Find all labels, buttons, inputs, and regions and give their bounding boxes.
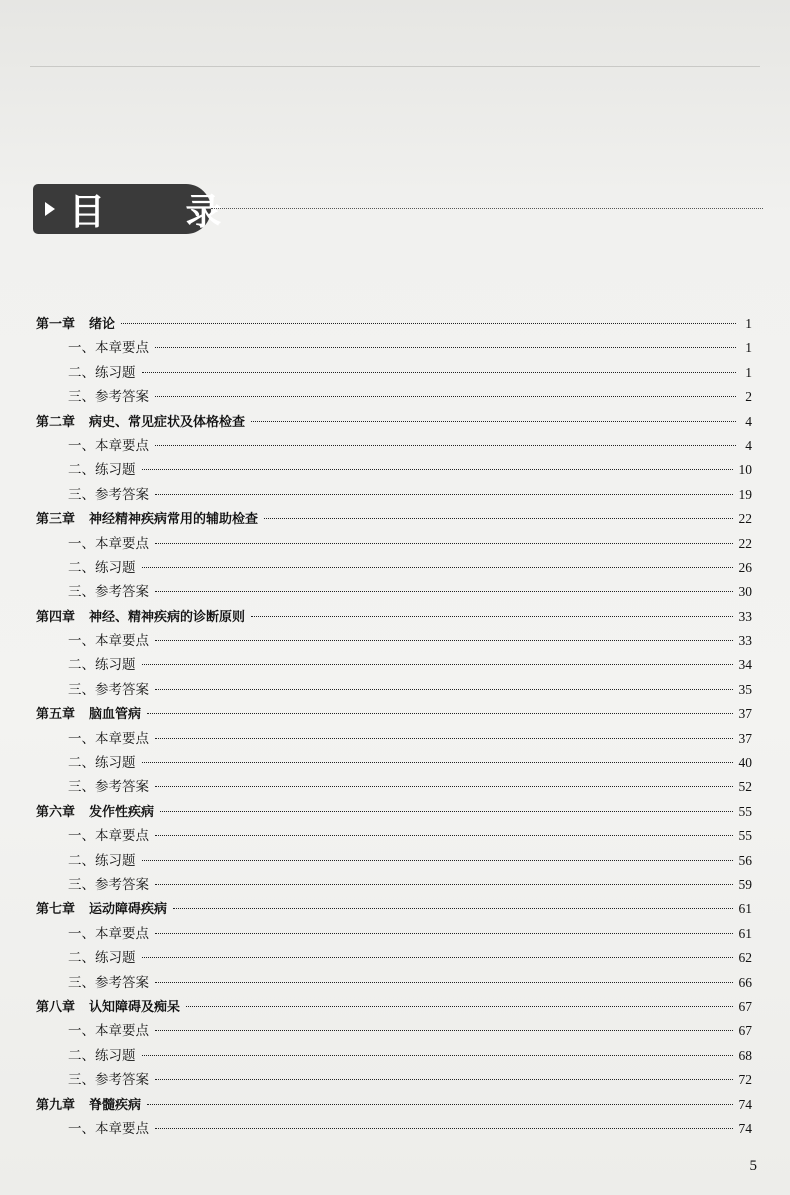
toc-entry-label [36, 971, 149, 995]
toc-entry-label [36, 824, 149, 848]
toc-entry-label [36, 508, 258, 532]
toc-section-entry [36, 775, 752, 799]
toc-chapter-entry [36, 1093, 752, 1117]
toc-entry-page: 62 [738, 950, 752, 966]
chapter-number: 第三章 [36, 512, 76, 528]
toc-entry-title: 二、练习题 [68, 559, 136, 576]
toc-entry-page: 22 [738, 511, 752, 527]
chapter-number: 第七章 [36, 902, 76, 918]
chapter-number: 第六章 [36, 804, 76, 820]
toc-entry-title: 一、本章要点 [68, 1023, 149, 1040]
toc-entry-title: 三、参考答案 [68, 681, 149, 698]
toc-entry-page: 33 [738, 608, 752, 624]
toc-entry-title: 一、本章要点 [68, 1120, 149, 1137]
toc-entry-label [36, 653, 136, 677]
dot-leader [147, 1104, 732, 1105]
toc-entry-label [36, 411, 245, 435]
toc-entry-title: 二、练习题 [68, 950, 136, 967]
toc-entry-title: 三、参考答案 [68, 584, 149, 601]
heading-dotted-rule [211, 208, 763, 209]
toc-chapter-entry [36, 605, 752, 629]
toc-entry-page: 35 [738, 681, 752, 697]
toc-entry-title: 神经、精神疾病的诊断原则 [89, 609, 246, 625]
toc-chapter-entry [36, 702, 752, 726]
toc-entry-title: 二、练习题 [68, 755, 136, 772]
toc-section-entry [36, 946, 752, 970]
toc-entry-page: 1 [745, 316, 752, 331]
toc-section-entry [36, 629, 752, 653]
toc-entry-title: 绪论 [89, 317, 116, 332]
toc-entry-title: 三、参考答案 [68, 389, 149, 406]
toc-entry-page: 26 [738, 559, 752, 575]
toc-entry-label [36, 483, 149, 507]
toc-entry-label [36, 434, 149, 458]
toc-heading-banner [33, 184, 256, 234]
toc-section-entry [36, 336, 752, 360]
toc-entry-title: 三、参考答案 [68, 486, 149, 503]
toc-entry-page: 4 [745, 413, 752, 429]
toc-entry-page: 55 [738, 828, 752, 844]
toc-chapter-entry [36, 800, 752, 824]
toc-entry-page: 37 [738, 706, 752, 722]
chapter-number: 第一章 [36, 317, 76, 332]
dot-leader [160, 811, 732, 812]
toc-entry-title: 三、参考答案 [68, 779, 149, 796]
toc-section-entry [36, 653, 752, 677]
toc-section-entry [36, 824, 752, 848]
toc-section-entry [36, 458, 752, 482]
toc-entry-page: 55 [738, 803, 752, 819]
toc-entry-label [36, 629, 149, 653]
toc-entry-page: 1 [745, 340, 752, 356]
triangle-arrow-icon [45, 202, 55, 216]
toc-section-entry [36, 385, 752, 409]
toc-entry-title: 一、本章要点 [68, 633, 149, 650]
toc-entry-title: 二、练习题 [68, 1047, 136, 1064]
dot-leader [142, 1055, 733, 1056]
toc-entry-label [36, 458, 136, 482]
toc-entry-page: 33 [738, 633, 752, 649]
toc-entry-label [36, 1019, 149, 1043]
toc-entry-title: 脑血管病 [89, 707, 142, 723]
toc-entry-label [36, 727, 149, 751]
dot-leader [264, 518, 732, 519]
toc-entry-title: 二、练习题 [68, 364, 136, 381]
toc-entry-page: 74 [738, 1096, 752, 1112]
dot-leader [155, 982, 733, 983]
dot-leader [142, 372, 737, 373]
toc-entry-title: 二、练习题 [68, 852, 136, 869]
dot-leader [155, 835, 733, 836]
dot-leader [155, 933, 733, 934]
toc-chapter-entry [36, 507, 752, 531]
dot-leader [142, 567, 733, 568]
toc-entry-page: 61 [738, 901, 752, 917]
chapter-number: 第八章 [36, 999, 76, 1015]
dot-leader [155, 347, 736, 348]
page-number: 5 [749, 1158, 757, 1174]
toc-entry-page: 67 [738, 1023, 752, 1039]
toc-entry-title: 脊髓疾病 [89, 1097, 142, 1113]
toc-section-entry [36, 873, 752, 897]
toc-section-entry [36, 580, 752, 604]
dot-leader [155, 640, 733, 641]
toc-section-entry [36, 678, 752, 702]
toc-list [36, 312, 752, 1141]
dot-leader [173, 908, 732, 909]
toc-entry-title: 一、本章要点 [68, 535, 149, 552]
toc-entry-label [36, 1094, 141, 1118]
toc-section-entry [36, 849, 752, 873]
dot-leader [155, 543, 733, 544]
toc-entry-page: 59 [738, 876, 752, 892]
toc-entry-label [36, 556, 136, 580]
toc-entry-page: 52 [738, 779, 752, 795]
dot-leader [142, 664, 733, 665]
toc-entry-page: 40 [738, 755, 752, 771]
toc-entry-page: 68 [738, 1047, 752, 1063]
toc-entry-page: 37 [738, 730, 752, 746]
toc-entry-title: 一、本章要点 [68, 925, 149, 942]
toc-entry-label [36, 751, 136, 775]
dot-leader [155, 1128, 733, 1129]
toc-section-entry [36, 1068, 752, 1092]
dot-leader [155, 689, 733, 690]
toc-entry-page: 10 [738, 462, 752, 478]
toc-chapter-entry [36, 410, 752, 434]
toc-section-entry [36, 922, 752, 946]
toc-entry-label [36, 1117, 149, 1141]
toc-entry-label [36, 898, 167, 922]
toc-section-entry [36, 751, 752, 775]
toc-entry-page: 61 [738, 925, 752, 941]
chapter-number: 第四章 [36, 609, 76, 625]
toc-entry-label [36, 922, 149, 946]
dot-leader [155, 738, 733, 739]
toc-entry-title: 三、参考答案 [68, 876, 149, 893]
toc-entry-page: 19 [738, 486, 752, 502]
toc-entry-label [36, 678, 149, 702]
toc-entry-page: 4 [745, 437, 752, 453]
toc-section-entry [36, 971, 752, 995]
toc-section-entry [36, 1044, 752, 1068]
toc-entry-page: 56 [738, 852, 752, 868]
toc-entry-page: 66 [738, 974, 752, 990]
toc-entry-label [36, 996, 180, 1020]
bleed-through-rule [30, 66, 760, 67]
dot-leader [142, 469, 733, 470]
toc-section-entry [36, 727, 752, 751]
toc-entry-label [36, 336, 149, 360]
toc-entry-title: 运动障碍疾病 [89, 902, 168, 918]
toc-entry-label [36, 801, 154, 825]
dot-leader [121, 323, 736, 324]
toc-section-entry [36, 1019, 752, 1043]
toc-entry-label [36, 1068, 149, 1092]
toc-section-entry [36, 483, 752, 507]
chapter-number: 第二章 [36, 414, 76, 430]
toc-entry-title: 一、本章要点 [68, 437, 149, 454]
toc-entry-label [36, 532, 149, 556]
toc-entry-title: 一、本章要点 [68, 730, 149, 747]
toc-entry-page: 22 [738, 535, 752, 551]
dot-leader [155, 494, 733, 495]
toc-entry-title: 神经精神疾病常用的辅助检查 [89, 512, 259, 528]
toc-entry-title: 发作性疾病 [89, 804, 155, 820]
toc-section-entry [36, 361, 752, 385]
chapter-number: 第九章 [36, 1097, 76, 1113]
dot-leader [142, 957, 733, 958]
toc-entry-page: 2 [745, 389, 752, 405]
dot-leader [155, 396, 736, 397]
chapter-number: 第五章 [36, 707, 76, 723]
toc-entry-label [36, 313, 115, 337]
dot-leader [186, 1006, 732, 1007]
toc-entry-page: 30 [738, 584, 752, 600]
toc-entry-page: 67 [738, 998, 752, 1014]
toc-entry-title: 一、本章要点 [68, 828, 149, 845]
toc-section-entry [36, 532, 752, 556]
toc-entry-page: 1 [745, 364, 752, 380]
toc-entry-title: 一、本章要点 [68, 340, 149, 357]
toc-entry-label [36, 775, 149, 799]
toc-entry-page: 74 [738, 1120, 752, 1136]
toc-heading: 目 录 [69, 191, 256, 233]
toc-entry-page: 72 [738, 1072, 752, 1088]
dot-leader [251, 421, 736, 422]
toc-entry-label [36, 1044, 136, 1068]
toc-chapter-entry [36, 995, 752, 1019]
toc-entry-title: 三、参考答案 [68, 974, 149, 991]
toc-entry-label [36, 361, 136, 385]
toc-entry-title: 二、练习题 [68, 462, 136, 479]
toc-entry-title: 认知障碍及痴呆 [89, 999, 181, 1015]
dot-leader [155, 884, 733, 885]
toc-entry-label [36, 385, 149, 409]
toc-chapter-entry [36, 312, 752, 336]
toc-section-entry [36, 1117, 752, 1141]
toc-entry-page: 34 [738, 657, 752, 673]
dot-leader [155, 1079, 733, 1080]
toc-entry-title: 二、练习题 [68, 657, 136, 674]
dot-leader [142, 762, 733, 763]
toc-entry-label [36, 946, 136, 970]
toc-entry-label [36, 873, 149, 897]
toc-chapter-entry [36, 897, 752, 921]
dot-leader [155, 591, 733, 592]
toc-entry-title: 病史、常见症状及体格检查 [89, 414, 246, 430]
dot-leader [142, 860, 733, 861]
dot-leader [155, 1030, 733, 1031]
toc-section-entry [36, 434, 752, 458]
dot-leader [155, 786, 733, 787]
dot-leader [155, 445, 736, 446]
dot-leader [147, 713, 732, 714]
toc-entry-label [36, 606, 245, 630]
toc-entry-label [36, 703, 141, 727]
toc-entry-title: 三、参考答案 [68, 1072, 149, 1089]
toc-section-entry [36, 556, 752, 580]
toc-entry-label [36, 580, 149, 604]
toc-entry-label [36, 849, 136, 873]
dot-leader [251, 616, 732, 617]
